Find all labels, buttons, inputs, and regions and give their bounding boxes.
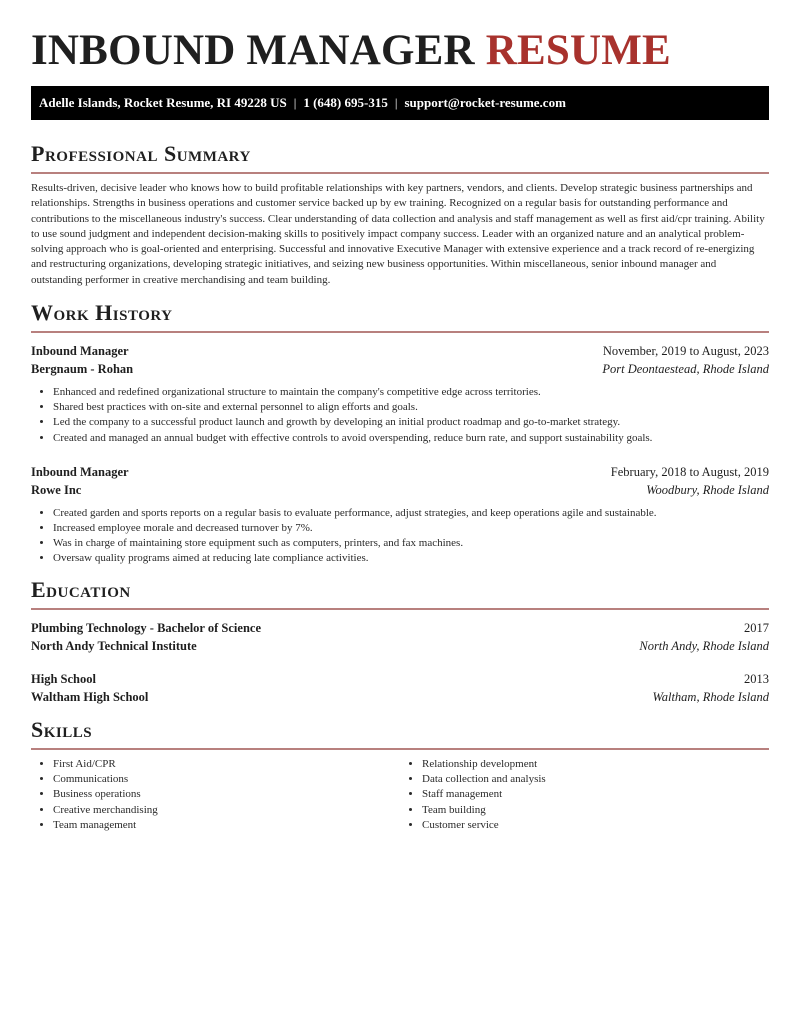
section-divider: [31, 608, 769, 610]
job-header-row: [31, 463, 769, 481]
section-work-history: [31, 300, 769, 567]
job-bullets: [31, 506, 769, 567]
education-degree: High School: [31, 672, 96, 686]
skill-item: • Staff management: [422, 787, 769, 802]
job-entry: [31, 342, 769, 446]
education-degree-row: [31, 670, 769, 688]
section-title-education: Education: [31, 577, 131, 602]
skills-column-2: [400, 757, 769, 833]
job-company-row: [31, 481, 769, 499]
job-dates: February, 2018 to August, 2019: [610, 464, 769, 479]
list-item: • Enhanced and redefined organizational structure to maintain the company's competitive edge across territories.: [53, 385, 769, 400]
education-location: North Andy, Rhode Island: [639, 639, 769, 653]
contact-separator: |: [394, 95, 398, 110]
education-location: Waltham, Rhode Island: [652, 690, 769, 704]
section-divider: [31, 748, 769, 750]
job-company-row: [31, 360, 769, 378]
job-position: Inbound Manager: [31, 344, 129, 358]
section-title-skills: Skills: [31, 717, 93, 742]
education-school: Waltham High School: [31, 690, 149, 704]
education-school: North Andy Technical Institute: [31, 639, 197, 653]
list-item: • Led the company to a successful product launch and growth by developing an initial product roadmap and go-to-market strategy.: [53, 415, 769, 430]
contact-email[interactable]: support@rocket-resume.com: [404, 95, 566, 110]
list-item: • Oversaw quality programs aimed at reducing late compliance activities.: [53, 551, 769, 566]
title-accent: RESUME: [485, 27, 671, 74]
skill-item: • Relationship development: [422, 757, 769, 772]
list-item: • Increased employee morale and decreased turnover by 7%.: [53, 521, 769, 536]
education-degree-row: [31, 619, 769, 637]
education-year: 2017: [744, 621, 769, 635]
skill-item: • Business operations: [53, 787, 400, 802]
job-company: Bergnaum - Rohan: [31, 362, 134, 376]
section-education: [31, 577, 769, 706]
section-divider: [31, 172, 769, 174]
section-title-summary: Professional Summary: [31, 141, 251, 166]
skill-item: • Creative merchandising: [53, 803, 400, 818]
job-location: Woodbury, Rhode Island: [646, 482, 769, 497]
job-dates: November, 2019 to August, 2023: [602, 344, 769, 358]
education-school-row: [31, 688, 769, 706]
title-main: INBOUND MANAGER: [31, 27, 475, 74]
education-entry: [31, 670, 769, 706]
contact-bar: [31, 86, 769, 120]
education-year: 2013: [744, 672, 769, 686]
job-position: Inbound Manager: [31, 464, 129, 479]
job-company: Rowe Inc: [31, 482, 82, 497]
skill-item: • Data collection and analysis: [422, 772, 769, 787]
contact-address: Adelle Islands, Rocket Resume, RI 49228 US: [39, 95, 287, 110]
job-header-row: [31, 342, 769, 360]
list-item: • Shared best practices with on-site and external personnel to align efforts and goals.: [53, 400, 769, 415]
summary-text: Results-driven, decisive leader who knows how to build profitable relationships with key partners, vendors, and clients. Develop strategic business partnerships and relationships. Strengths in business operations and customer service backed up by ew training. Recognized on a regular basis for outstanding performance and contributions to the miscellaneous industry's success. Clear understanding of data collection and analysis and staff management as well as first aid/cpr training. Ability to use sound judgment and independent decision-making skills to positively impact company success. Leader with an organized nature and an analytical problem-solving approach who is goal-oriented and enterprising. Successful and innovative Executive Manager with extensive experience and a track record of re-energizing and restructuring organizations, developing strategic initiatives, and seizing new business opportunities. Within miscellaneous, senior inbound manager and outstanding performer in creative merchandising and team building.: [31, 182, 765, 286]
skills-columns: [31, 757, 769, 833]
section-divider: [31, 331, 769, 333]
job-bullets: [31, 385, 769, 446]
list-item: • Was in charge of maintaining store equipment such as computers, printers, and fax machines.: [53, 536, 769, 551]
job-entry: [31, 463, 769, 567]
education-entry: [31, 619, 769, 655]
education-degree: Plumbing Technology - Bachelor of Science: [31, 621, 261, 635]
education-school-row: [31, 637, 769, 655]
skill-item: • Customer service: [422, 818, 769, 833]
skill-item: • Team building: [422, 803, 769, 818]
skill-item: • Team management: [53, 818, 400, 833]
job-location: Port Deontaestead, Rhode Island: [602, 362, 769, 376]
list-item: • Created garden and sports reports on a regular basis to evaluate performance, adjust strategies, and keep operations agile and sustainable.: [53, 506, 769, 521]
section-summary: [31, 141, 769, 288]
list-item: • Created and managed an annual budget with effective controls to avoid overspending, reduce burn rate, and support sustainability goals.: [53, 431, 769, 446]
skill-item: • Communications: [53, 772, 400, 787]
skill-item: • First Aid/CPR: [53, 757, 400, 772]
section-title-work-history: Work History: [31, 300, 173, 325]
contact-phone[interactable]: 1 (648) 695-315: [303, 95, 388, 110]
contact-separator: |: [293, 95, 297, 110]
skills-column-1: [31, 757, 400, 833]
section-skills: [31, 717, 769, 833]
resume-title: [31, 27, 671, 75]
